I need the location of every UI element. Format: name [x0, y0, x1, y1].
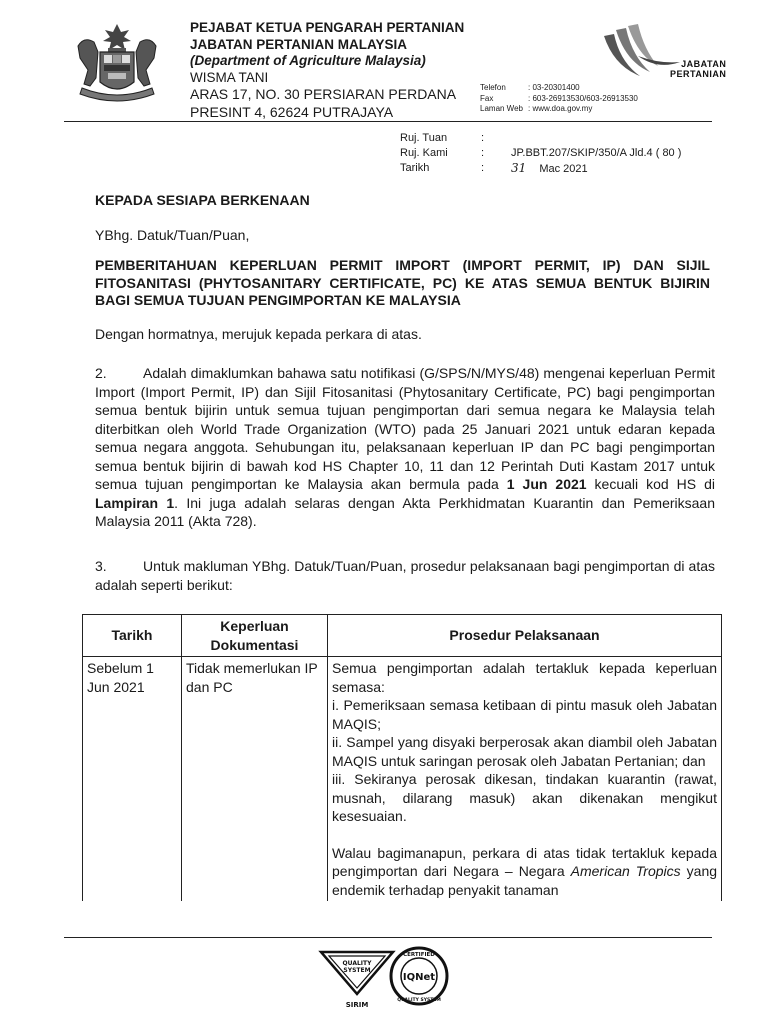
opening-line: Dengan hormatnya, merujuk kepada perkara di atas.: [95, 326, 422, 342]
procedure-line: ii. Sampel yang disyaki berperosak akan diambil oleh Jabatan MAQIS untuk saringan perosak oleh Jabatan Pertanian; dan: [332, 734, 717, 769]
address-line-1: ARAS 17, NO. 30 PERSIARAN PERDANA: [190, 86, 457, 102]
paragraph-2-text: Adalah dimaklumkan bahawa satu notifikasi (G/SPS/N/MYS/48) mengenai keperluan Permit Import (Import Permit, IP) dan Sijil Fitosanitasi (Phytosanitary Certificate, PC) bagi pengimportan semua bentuk bijirin untuk semua tujuan pengimportan dari semua negara ke Malaysia telah diterbitkan oleh World Trade Organization (WTO) pada 25 Januari 2021 untuk edaran kepada semua negara anggota. Sehubungan itu, pelaksanaan keperluan IP dan PC bagi pengimportan semua bentuk bijirin di bawah kod HS Chapter 10, 11 dan 12 Perintah Duti Kastam 2017 untuk semua tujuan pengimportan ke Malaysia akan bermula pada: [95, 365, 715, 492]
column-header: Tarikh: [83, 615, 182, 657]
colon: :: [481, 162, 485, 174]
cert1-caption: SIRIM: [345, 1001, 369, 1009]
address-line-2: PRESINT 4, 62624 PUTRAJAYA: [190, 103, 394, 120]
iqnet-certified-mark: [388, 945, 450, 1007]
header-divider: [64, 121, 712, 122]
phone-value: : 03-20301400: [528, 83, 580, 92]
fax-value: : 603-26913530/603-26913530: [528, 93, 638, 103]
doa-logo-text: [670, 60, 726, 79]
coat-of-arms-logo: [68, 22, 166, 106]
reference-block: [400, 131, 681, 177]
phone-label: Telefon: [480, 83, 506, 92]
office-name: PEJABAT KETUA PENGARAH PERTANIAN: [190, 20, 465, 35]
department-name-english: (Department of Agriculture Malaysia): [190, 53, 426, 68]
letter-title: PEMBERITAHUAN KEPERLUAN PERMIT IMPORT (IMPORT PERMIT, IP) DAN SIJIL FITOSANITASI (PHYTOSANITARY CERTIFICATE, PC) KE ATAS SEMUA BENTUK BIJIRIN BAGI SEMUA TUJUAN PENGIMPORTAN KE MALAYSIA: [95, 257, 710, 308]
colon: :: [481, 132, 485, 144]
paragraph-3-text: Untuk makluman YBhg. Datuk/Tuan/Puan,: [143, 558, 407, 574]
fax-label: Fax: [480, 93, 494, 103]
website-value: : www.doa.gov.my: [528, 104, 593, 113]
paragraph-number: 3.: [95, 558, 107, 574]
cert2-top: CERTIFIED: [403, 952, 435, 958]
date-label: Tarikh: [400, 162, 430, 174]
department-name: JABATAN PERTANIAN MALAYSIA: [190, 36, 408, 52]
website-label: Laman Web: [480, 104, 523, 113]
procedure-line: i. Pemeriksaan semasa ketibaan di pintu masuk oleh Jabatan MAQIS;: [332, 697, 717, 732]
recipient: KEPADA SESIAPA BERKENAAN: [95, 192, 310, 208]
table-cell-documentation: Tidak memerlukan IP dan PC: [182, 657, 328, 902]
column-header: Keperluan Dokumentasi: [182, 615, 328, 657]
logo-text-line-1: JABATAN: [681, 59, 727, 69]
cert2-center: IQNet: [402, 972, 436, 983]
colon: :: [481, 147, 485, 159]
paragraph-2-mid: kecuali kod HS di: [594, 476, 715, 492]
paragraph-2-end: . Ini juga adalah selaras dengan Akta Perkhidmatan Kuarantin dan Pemeriksaan Malaysia 2011 (Akta 728).: [95, 494, 715, 529]
our-ref-label: Ruj. Kami: [400, 147, 448, 159]
our-ref-value: JP.BBT.207/SKIP/350/A Jld.4 ( 80 ): [511, 147, 682, 159]
effective-date: 1 Jun 2021: [506, 476, 587, 492]
logo-text-line-2: PERTANIAN: [670, 68, 727, 79]
your-ref-label: Ruj. Tuan: [400, 132, 448, 144]
column-header: Prosedur Pelaksanaan: [328, 615, 722, 657]
sirim-quality-system-mark: [315, 944, 399, 1010]
note-text: Walau bagimanapun, perkara di atas tidak tertakluk kepada pengimportan dari Negara – Negara: [332, 844, 717, 879]
cert1-line2: SYSTEM: [343, 967, 371, 974]
paragraph-3: [95, 557, 715, 594]
appendix-reference: Lampiran 1: [95, 494, 175, 511]
cert2-bottom: QUALITY SYSTEM: [397, 998, 441, 1003]
date-month-year: Mac 2021: [539, 163, 588, 175]
procedure-line: Semua pengimportan adalah tertakluk kepada keperluan semasa:: [332, 660, 717, 695]
footer-divider: [64, 937, 712, 938]
procedure-line: iii. Sekiranya perosak dikesan, tindakan kuarantin (rawat, musnah, dilarang masuk) akan dikenakan mengikut kesesuaian.: [332, 771, 717, 824]
paragraph-3-end: prosedur pelaksanaan bagi pengimportan di atas adalah seperti berikut:: [95, 558, 715, 593]
salutation: YBhg. Datuk/Tuan/Puan,: [95, 227, 250, 243]
note-end: yang endemik terhadap penyakit tanaman: [332, 863, 718, 898]
cert1-line1: QUALITY: [342, 960, 372, 967]
contact-details: [480, 83, 638, 115]
date-day-handwritten: 31: [511, 161, 527, 175]
note-italic: American Tropics: [570, 863, 681, 879]
building-name: WISMA TANI: [190, 69, 269, 85]
procedure-note: [332, 844, 717, 900]
table-cell-date: Sebelum 1 Jun 2021: [83, 657, 182, 902]
paragraph-number: 2.: [95, 365, 107, 381]
letterhead-address: [190, 20, 464, 121]
table-header-row: [83, 615, 722, 657]
table-cell-procedure: [328, 657, 722, 902]
procedure-table: [82, 614, 722, 901]
table-row: [83, 657, 722, 902]
paragraph-2: [95, 364, 715, 531]
